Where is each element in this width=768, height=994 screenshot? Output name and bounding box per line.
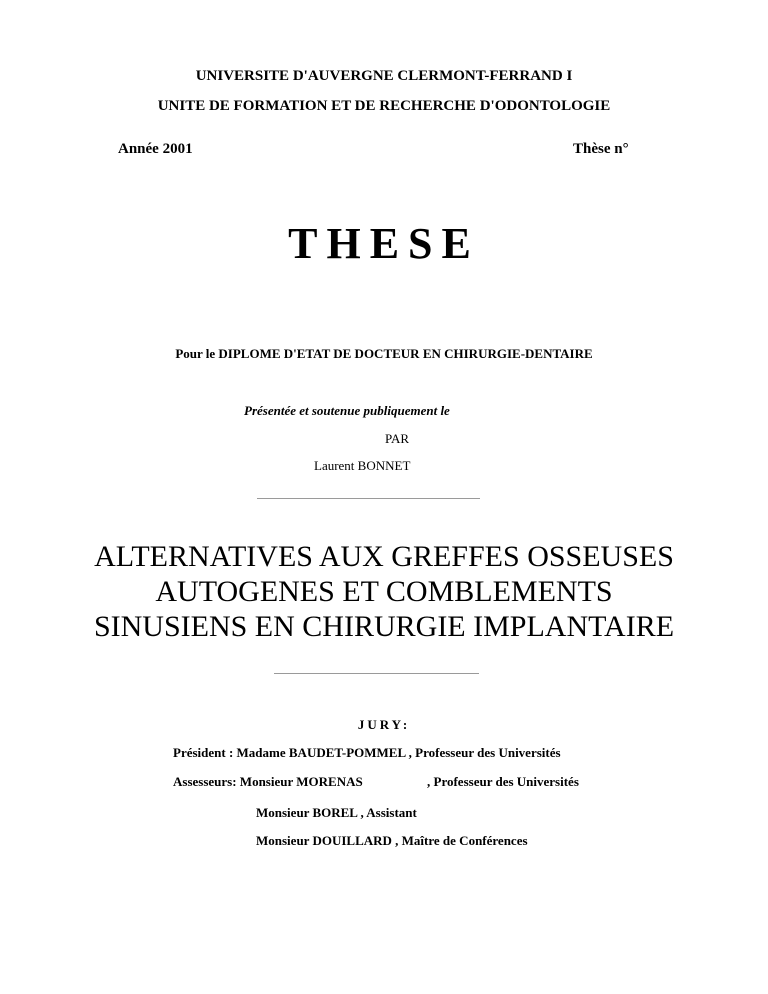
thesis-number: Thèse n°: [573, 141, 629, 157]
jury-member-borel: Monsieur BOREL , Assistant: [256, 805, 417, 820]
divider-top: [257, 498, 480, 499]
thesis-title: [0, 539, 768, 644]
jury-member-douillard: Monsieur DOUILLARD , Maître de Conférences: [256, 833, 528, 848]
thesis-heading: THESE: [288, 219, 480, 268]
divider-bottom: [274, 673, 479, 674]
par-label: PAR: [385, 431, 410, 446]
thesis-title-line-2: AUTOGENES ET COMBLEMENTS: [155, 575, 613, 608]
jury-assessors: Assesseurs: Monsieur MORENAS: [173, 774, 363, 789]
jury-label: JURY:: [357, 717, 411, 732]
university-name: UNIVERSITE D'AUVERGNE CLERMONT-FERRAND I: [195, 68, 573, 84]
jury-president: Président : Madame BAUDET-POMMEL , Professeur des Universités: [173, 745, 561, 760]
jury-assessors-role: , Professeur des Universités: [427, 774, 579, 789]
diploma-line: Pour le DIPLOME D'ETAT DE DOCTEUR EN CHIRURGIE-DENTAIRE: [175, 346, 593, 361]
ufr-name: UNITE DE FORMATION ET DE RECHERCHE D'ODONTOLOGIE: [157, 98, 611, 114]
presented-line: Présentée et soutenue publiquement le: [244, 403, 450, 418]
thesis-title-line-3: SINUSIENS EN CHIRURGIE IMPLANTAIRE: [93, 610, 675, 643]
author-name: Laurent BONNET: [314, 458, 411, 473]
thesis-title-line-1: ALTERNATIVES AUX GREFFES OSSEUSES: [94, 540, 674, 573]
thesis-year: Année 2001: [118, 141, 193, 157]
